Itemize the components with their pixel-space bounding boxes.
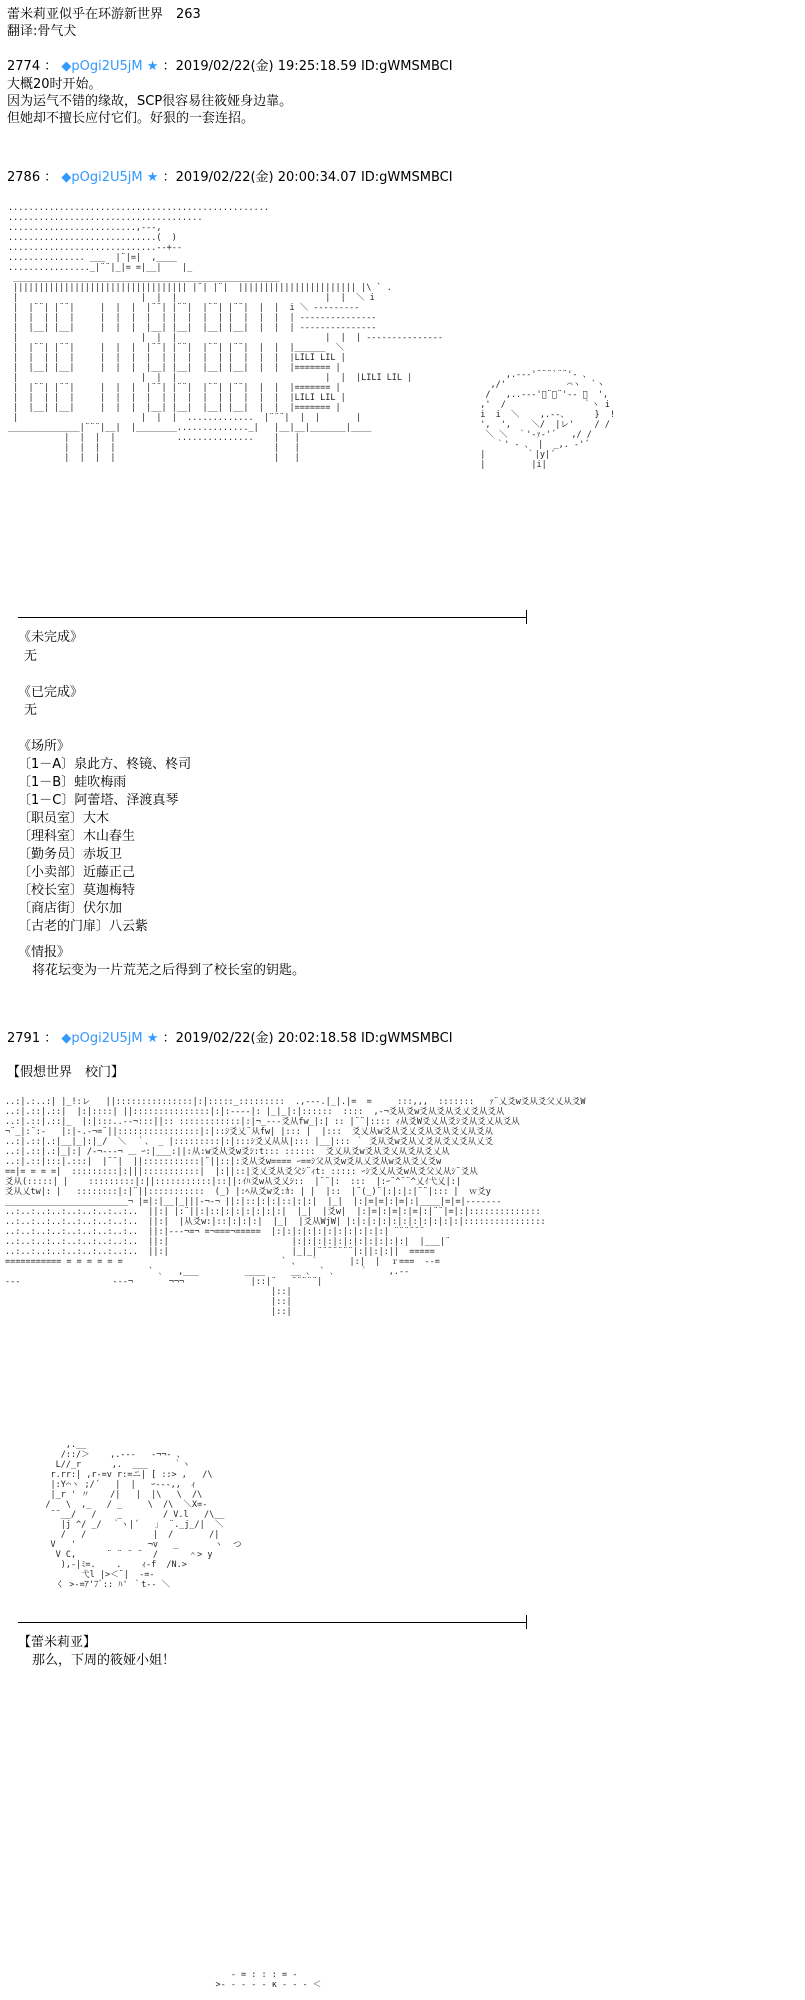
- star-icon: ★: [146, 1031, 159, 1046]
- ascii-art-school-building: ................................................... ...................................... .........................,---, .............................( ) .............................--+-- ............... ___ |¨|=| ,____ ................_|¨¨|_|= =|__| |_ ____________________________________________________ |||||||||||||||||||||||||||||||||| |¨| |¨| ||||||||||||||||||||||| |\ ` . | | | | | | ＼ i | |¨¨| |¨¨| | | | |¨¨| |¨¨| |¨¨| |¨¨| | | i ＼ --------- | | | | | | | | | | | | | | | | | | | --------------- | |__| |__| | | | |__| |__| |__| |__| | | | --------------- | | | | | | | --------------- | |¨¨| |¨¨| | | | |¨¨| |¨¨| |¨¨| |¨¨| | | |______ ＼ | | | | | | | | | | | | | | | | | | |LILI LIL | | |__| |__| | | | |__| |__| |__| |__| | | |======= | | | | | | | |LILI LIL | | |¨¨| |¨¨| | | | |¨¨| |¨¨| |¨¨| |¨¨| | | |======= | | | | | | | | | | | | | | | | | | | |LILI LIL | | |__| |__| | | | |__| |__| |__| |__| | | |======= | | | | | ............. |¨¨¨| | | | ______________|¨¨¨|__| |________.............._| |__|__|_______|____ | | | | ............... | | | | | | | | | | | | | |: [8, 203, 443, 463]
- post-body-line: 大概20时开始。: [7, 77, 102, 92]
- status-incomplete-title: 《未完成》: [18, 630, 84, 645]
- post-number: 2774: [7, 59, 41, 74]
- post-body-line: 但她却不擅长应付它们。好狠的一套连招。: [7, 111, 255, 126]
- place-item: 〔勤务员〕赤坂卫: [18, 847, 123, 862]
- scene-title: 【假想世界 校门】: [7, 1065, 125, 1080]
- place-item: 〔小卖部〕近藤正己: [18, 865, 136, 880]
- place-item: 〔1－C〕阿蕾塔、泽渡真琴: [18, 793, 179, 808]
- post-header: [7, 1030, 453, 1047]
- post-number: 2791: [7, 1031, 41, 1046]
- post-sep: ：: [44, 59, 58, 74]
- post-sep: ：: [44, 170, 58, 185]
- poster-name-link[interactable]: ◆pOgi2U5jM: [61, 1031, 143, 1046]
- info-title: 《情报》: [18, 945, 71, 960]
- divider-end-mark: [526, 1615, 527, 1629]
- divider-line: [18, 617, 526, 618]
- place-item: 〔职员室〕大木: [18, 811, 110, 826]
- post-meta: ：2019/02/22(金) 20:02:18.58 ID:gWMSMBCI: [162, 1031, 453, 1046]
- post-body-line: 因为运气不错的缘故，SCP很容易往筱娅身边靠。: [7, 94, 293, 109]
- poster-name-link[interactable]: ◆pOgi2U5jM: [61, 59, 143, 74]
- status-complete-value: 无: [24, 703, 38, 718]
- page-title: 蕾米莉亚似乎在环游新世界 263: [7, 7, 201, 22]
- speaker-name: 【蕾米莉亚】: [18, 1635, 97, 1650]
- place-item: 〔校长室〕莫迦梅特: [18, 883, 136, 898]
- poster-name-link[interactable]: ◆pOgi2U5jM: [61, 170, 143, 185]
- ascii-art-character: ,.__ /::/＞ ,.-‐- ‐¬¬- 、 L//_r ,. ___ ｀ヽ r.rr:| ,r-=v r:=ニ| [ ::> , /\ |:Y⌒ヽ ;/´ | | ｰ---,, ｨ |_r ' 〃 /| | |\ \ /\ / \ ,_ / _ \ /\ ＼X=- ¨¨__/ / _ / V.l /\__ |j ^/ _/ ｀ヽ|´ ｣ ¨._j_/| ＼ / / | / /| V ' ¬v _ ヽ つ V C, ¨ ¨ ¨ ¨ / ＾> y ),-|ﾐ=. . ｨ-f /N.> 弋l |>＜¨| ‐=‐ く >‐=ｱ'7ﾞ:: ﾊ' ｀t-‐ ＼: [45, 1440, 242, 1590]
- info-line: 将花坛变为一片荒芜之后得到了校长室的钥匙。: [32, 963, 306, 978]
- ascii-art-bottom-fragment: - = : : : = - >- - - - ‐ κ ‐ - - ＜: [215, 1970, 322, 1990]
- post-number: 2786: [7, 170, 41, 185]
- place-item: 〔理科室〕木山春生: [18, 829, 136, 844]
- post-meta: ：2019/02/22(金) 20:00:34.07 ID:gWMSMBCI: [162, 170, 453, 185]
- speech-line: 那么，下周的筱娅小姐！: [32, 1653, 176, 1668]
- ascii-art-tree: ,.--‐'¨¨¨`¨¨'- 、 ,/' ⌒ヽ `ヽ / ,..--‐'ﾞ¨ﾞ¨'‐- 、 ', ,' / ｀ヽ i i i ＼ ,.--、 } ! ', ', ＼/ |レ' / / ＼ ＼ ｀'‐ｧ‐'´ ,/ / ｀' - 、 | _,. ‐'´ | ｀|y|´ | |i|: [480, 370, 615, 470]
- status-incomplete-value: 无: [24, 649, 38, 664]
- translator-credit: 翻译:骨气犬: [7, 24, 77, 39]
- place-item: 〔1－B〕蛙吹梅雨: [18, 775, 127, 790]
- divider-line: [18, 1622, 526, 1623]
- status-complete-title: 《已完成》: [18, 685, 84, 700]
- place-item: 〔古老的门扉〕八云紫: [18, 919, 149, 934]
- post-meta: ：2019/02/22(金) 19:25:18.59 ID:gWMSMBCI: [162, 59, 453, 74]
- place-item: 〔商店街〕伏尔加: [18, 901, 123, 916]
- post-header: [7, 58, 453, 75]
- places-title: 《场所》: [18, 739, 71, 754]
- star-icon: ★: [146, 170, 159, 185]
- post-sep: ：: [44, 1031, 58, 1046]
- ascii-art-school-gate: ..:|.:..:| |_!:レ ||:::::::::::::::|:|:::::_::::::::: .,---.|_|.|= = :::,,, ::::::: ｧ¨乂爻w爻从爻父乂从爻W ..:|.::|.::| |:|::::| ||:::::::::::::::|:|:---‐|: |_|_|:|:::::: :::: ,-¬爻从爻w爻从爻从爻乂爻从爻从 ..:|.::|.::|_ |:|:::..‐-¬:::||:: ::::::::::::|:|¬_--‐爻从fw_|:| :: |¨¨|:::: ｨ从爻W爻乂从爻ｼ爻从爻乂从爻从 ¬¨_|:¨:‐ |:|‐.‐¬=¨||::::::::::::::::|:|::ｼ爻乂¨从fw| |::: | |::: 爻乂从w爻从爻乂爻从爻从爻乂从爻从 ..:|.::|.:|__|_|:|_/ ＼ ｀、 _ |:::::::::|:|:::ｼ爻乂从从|::: |__|::: ｀ 爻从爻w爻从乂爻从爻乂爻从乂爻 ..:|.::|.:|_|:| /‐¬‐--¬ ＿ ｰ:|___:||:从:w爻从爻w爻ｼ:t::: :::::: 爻乂从爻w爻从爻乂从爻从爻乂从 ..:|.::|:::|.:::| |¨¨| ||:::::::::::|¨||::|:爻从爻w==== ｰ==ｼ父从爻w爻从乂爻从w爻从爻乂爻w ==|= = = =| :::::::::|:|||:::::::::::| |:||::|爻乂爻从爻父ｼ¨ｨt: ::::: ｰｼ爻乂从爻w从爻父乂从ｼ¨爻从 爻从(:::::| | :::::::::|:||:::::::::::|::||:ｲﾊ爻w从爻乂ｼ:: |¨¨|: ::: |:ｰ¨^¨¨^乂ｲ弋乂|:| 爻从乂tw|: | ::::::::|:|¨||::::::::::: (_) |:ﾍ从爻w爻:ｶ: | | |:: |¨(_)¨|:|:|:|¨¨|::: | ｗ爻y ________________________¬ |=|:|__|_|||-¬-¬ ||:|::|:|:|::|:|:| |_| |:|=|=|:|=|:|____|=|=|------- ..:..:..:..:..:..:..:..:.. ||:| |:¨||:|::|:|:|:|:|:|:| |_| |爻w| |:|=|:|=|:|=|:|¨¨|=|:|:::::::::::::: ..:..:..:..:..:..:..:..:.. ||:| |从爻w:|::|:|:|:| |_| |爻从WjW| |:|:|:|:|:|:|:|:|:|:|:|:::::::::::::::: ..:..:..:..:..:..:..:..:.. ||:|---¬=¬ =¬===¬===== |:|:|:|:|:|:|:|:|:|:|:| ¨¨¨¨¨¨ ..:..:..:..:..:..:..:..:.. ||:| |:|:|:|:|:|:|:|:|:|:|:| |___|¨ ..:..:..:..:..:..:..:..:.. ||:| |_|_|¨¨¨¨¨¨¨|:||:|:|| ===== =========== = = = = = = ` 、 ｀ |:| | ｒ=== --= ` ､ ,___ ____ __ 、 ` ､ ｀ ,.-- --- ---¬ ¬¬¬ |::|¨ ¨¨¨¨¨| |::| |::| |::|: [5, 1097, 586, 1317]
- post-header: [7, 169, 453, 186]
- place-item: 〔1－A〕泉此方、柊镜、柊司: [18, 757, 192, 772]
- star-icon: ★: [146, 59, 159, 74]
- divider-end-mark: [526, 610, 527, 624]
